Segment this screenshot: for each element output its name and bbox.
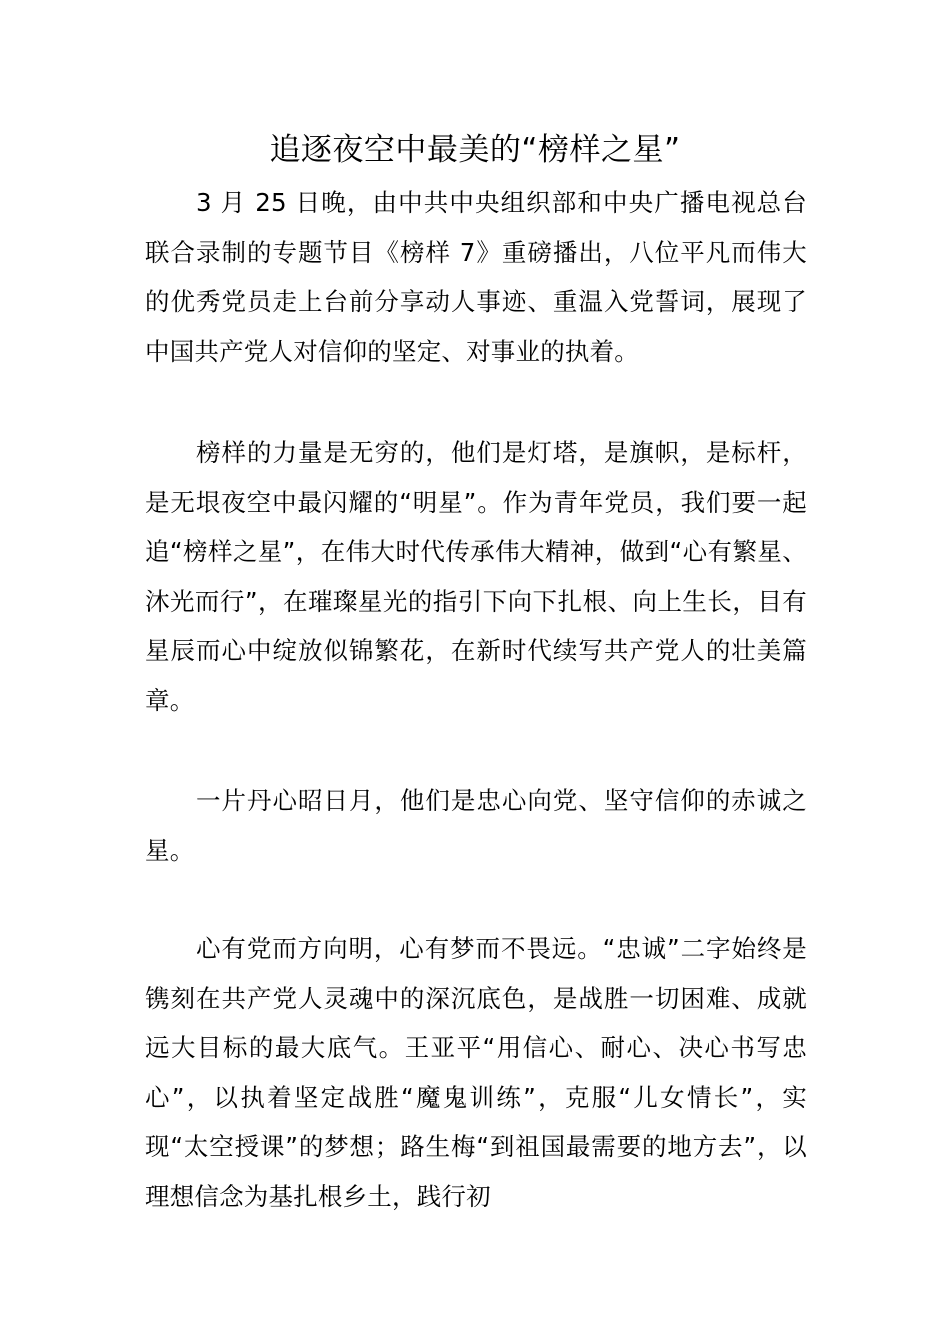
paragraph-4: 心有党而方向明，心有梦而不畏远。“忠诚”二字始终是镌刻在共产党人灵魂中的深沉底色，是战胜一切困难、成就远大目标的最大底气。王亚平“用信心、耐心、决心书写忠心”，以执着坚定战胜“魔鬼训练”，克服“儿女情长”，实现“太空授课”的梦想；路生梅“到祖国最需要的地方去”，以理想信念为基扎根乡土，践行初 xyxy=(145,934,807,1211)
paragraph-2: 榜样的力量是无穷的，他们是灯塔，是旗帜，是标杆，是无垠夜空中最闪耀的“明星”。作为青年党员，我们要一起追“榜样之星”，在伟大时代传承伟大精神，做到“心有繁星、沐光而行”，在璀璨星光的指引下向下扎根、向上生长，目有星辰而心中绽放似锦繁花，在新时代续写共产党人的壮美篇章。 xyxy=(145,438,807,715)
document-title: 追逐夜空中最美的“榜样之星” xyxy=(269,132,681,168)
paragraph-3: 一片丹心昭日月，他们是忠心向党、坚守信仰的赤诚之星。 xyxy=(145,786,807,865)
paragraph-1: 3 月 25 日晚，由中共中央组织部和中央广播电视总台联合录制的专题节目《榜样 7》重磅播出，八位平凡而伟大的优秀党员走上台前分享动人事迹、重温入党誓词，展现了中国共产党人对信仰的坚定、对事业的执着。 xyxy=(145,188,807,366)
